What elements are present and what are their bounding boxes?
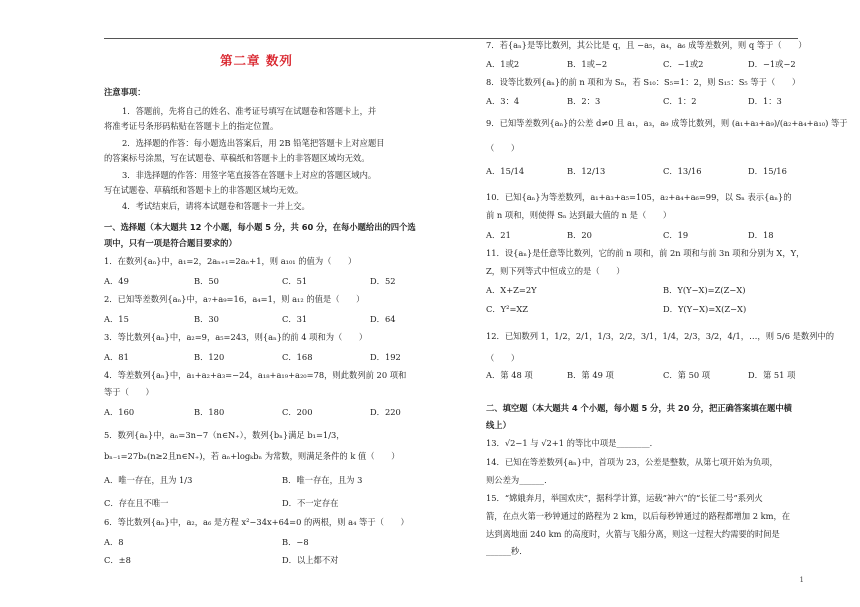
section2-heading-cont: 线上） [486, 420, 511, 430]
question-stem-cont: 等于（ ） [104, 387, 154, 397]
chapter-title: 第二章 数列 [220, 53, 293, 68]
option: B．唯一存在，且为 3 [282, 475, 363, 485]
section2-heading: 二、填空题（本大题共 4 个小题，每小题 5 分，共 20 分，把正确答案填在题中横 [486, 403, 792, 413]
question-stem-cont: Z，则下列等式中恒成立的是（ ） [486, 266, 625, 276]
option: A．21 [486, 230, 511, 240]
option: D．1：3 [748, 96, 782, 106]
option: A．49 [104, 276, 129, 286]
fill-question: 14．已知在等差数列{aₙ}中，首项为 23，公差是整数，从第七项开始为负项， [486, 457, 778, 467]
option: B．180 [194, 407, 225, 417]
option: A．81 [104, 352, 129, 362]
option: B．30 [194, 314, 219, 324]
option: A．唯一存在，且为 1/3 [104, 475, 193, 485]
option: C．168 [282, 352, 313, 362]
option: C．51 [282, 276, 308, 286]
option: B．20 [567, 230, 592, 240]
question-stem-cont: （ ） [486, 353, 520, 363]
option: D．以上都不对 [282, 555, 339, 565]
option: B．第 49 项 [567, 370, 614, 380]
option: A．第 48 项 [486, 370, 533, 380]
fill-question-cont: 达到离地面 240 km 的高度时，火箭与飞船分离，则这一过程大约需要的时间是 [486, 529, 780, 539]
option: B．120 [194, 352, 225, 362]
option: C．±8 [104, 555, 131, 565]
notice-line: 4．考试结束后，请将本试题卷和答题卡一并上交。 [122, 201, 310, 211]
fill-question-cont: 则公差为______． [486, 475, 553, 485]
option: D．15/16 [748, 166, 787, 176]
option: B．1或−2 [567, 59, 608, 69]
option: A．3：4 [486, 96, 520, 106]
question-stem: 8．设等比数列{aₙ}的前 n 项和为 Sₙ，若 S₁₀：S₅=1：2，则 S₁₅：S₅ 等于（ ） [486, 77, 801, 87]
option: A．160 [104, 407, 135, 417]
option: C．200 [282, 407, 313, 417]
notice-line: 的答案标号涂黑，写在试题卷、草稿纸和答题卡上的非答题区域均无效。 [104, 153, 370, 163]
option: A．X+Z=2Y [486, 285, 537, 295]
notice-line: 2．选择题的作答：每小题选出答案后，用 2B 铅笔把答题卡上对应题目 [122, 138, 385, 148]
option: A．15 [104, 314, 129, 324]
question-stem: 9．已知等差数列{aₙ}的公差 d≠0 且 a₁，a₃，a₉ 成等比数列，则 (a₁+a₃+a₉)/(a₂+a₄+a₁₀) 等于 [486, 118, 848, 128]
question-stem: 12．已知数列 1，1/2，2/1，1/3，2/2，3/1，1/4，2/3，3/2，4/1，…，则 5/6 是数列中的 [486, 331, 835, 341]
notice-line: 1．答题前，先将自己的姓名、准考证号填写在试题卷和答题卡上，并 [122, 106, 377, 116]
question-stem: 6．等比数列{aₙ}中，a₂，a₆ 是方程 x²−34x+64=0 的两根，则 a₄ 等于（ ） [104, 517, 409, 527]
option: C．−1或2 [663, 59, 704, 69]
section1-heading-cont: 项中，只有一项是符合题目要求的） [104, 238, 237, 248]
option: B．2：3 [567, 96, 601, 106]
option: A．1或2 [486, 59, 520, 69]
question-stem: 1．在数列{aₙ}中，a₁=2，2aₙ₊₁=2aₙ+1，则 a₁₀₁ 的值为（ ） [104, 256, 357, 266]
option: B．Y(Y−X)=Z(Z−X) [663, 285, 746, 295]
option: A．15/14 [486, 166, 525, 176]
option: C．存在且不唯一 [104, 498, 169, 508]
question-stem: 10．已知{aₙ}为等差数列，a₁+a₃+a₅=105，a₂+a₄+a₆=99，以 Sₙ 表示{aₙ}的 [486, 192, 792, 202]
question-stem: 2．已知等差数列{aₙ}中，a₇+a₉=16，a₄=1，则 a₁₂ 的值是（ ） [104, 294, 365, 304]
question-stem: 7．若{aₙ}是等比数列，其公比是 q，且 −a₅，a₄，a₆ 成等差数列，则 q 等于（ ） [486, 40, 807, 50]
option: D．64 [370, 314, 396, 324]
question-stem: 4．等差数列{aₙ}中，a₁+a₂+a₃=−24，a₁₈+a₁₉+a₂₀=78，则此数列前 20 项和 [104, 370, 407, 380]
notice-line: 将准考证号条形码粘贴在答题卡上的指定位置。 [104, 121, 279, 131]
option: C．19 [663, 230, 689, 240]
option: D．不一定存在 [282, 498, 339, 508]
option: B．−8 [282, 537, 309, 547]
option: D．Y(Y−X)=X(Z−X) [663, 304, 747, 314]
question-stem: 3．等比数列{aₙ}中，a₂=9，a₅=243，则{aₙ}的前 4 项和为（ ） [104, 332, 368, 342]
question-stem-cont: （ ） [486, 143, 520, 153]
option: A．8 [104, 537, 124, 547]
option: D．52 [370, 276, 396, 286]
fill-question: 13．√2−1 与 √2+1 的等比中项是________． [486, 438, 658, 448]
fill-question: 15．“嫦娥奔月，举国欢庆”，据科学计算，运载“神六”的“长征二号”系列火 [486, 493, 763, 503]
option: C．13/16 [663, 166, 702, 176]
option: C．Y²=XZ [486, 304, 529, 314]
notice-line: 3．非选择题的作答：用签字笔直接答在答题卡上对应的答题区域内。 [122, 170, 377, 180]
page-number: 1 [799, 576, 804, 584]
option: D．192 [370, 352, 401, 362]
top-rule [104, 38, 798, 39]
section1-heading: 一、选择题（本大题共 12 个小题，每小题 5 分，共 60 分，在每小题给出的四个选 [104, 222, 416, 232]
question-stem: 5．数列{aₙ}中，aₙ=3n−7（n∈N₊），数列{bₙ}满足 b₁=1/3， [104, 430, 345, 440]
option: D．−1或−2 [748, 59, 796, 69]
option: D．18 [748, 230, 774, 240]
notice-line: 写在试题卷、草稿纸和答题卡上的非答题区域均无效。 [104, 185, 304, 195]
question-stem-cont: bₙ₋₁=27bₙ(n≥2且n∈N₊)，若 aₙ+logₖbₙ 为常数，则满足条件的 k 值（ ） [104, 451, 400, 461]
option: C．第 50 项 [663, 370, 711, 380]
question-stem: 11．设{aₙ}是任意等比数列，它的前 n 项和，前 2n 项和与前 3n 项和分别为 X，Y， [486, 248, 805, 258]
option: C．31 [282, 314, 308, 324]
option: B．12/13 [567, 166, 606, 176]
notice-heading: 注意事项： [104, 87, 146, 97]
option: C．1：2 [663, 96, 697, 106]
option: B．50 [194, 276, 219, 286]
option: D．220 [370, 407, 401, 417]
fill-question-cont: 箭，在点火第一秒钟通过的路程为 2 km，以后每秒钟通过的路程都增加 2 km，在 [486, 511, 791, 521]
fill-question-cont: ______秒． [486, 546, 528, 556]
option: D．第 51 项 [748, 370, 796, 380]
question-stem-cont: 前 n 项和，则使得 Sₙ 达到最大值的 n 是（ ） [486, 210, 672, 220]
